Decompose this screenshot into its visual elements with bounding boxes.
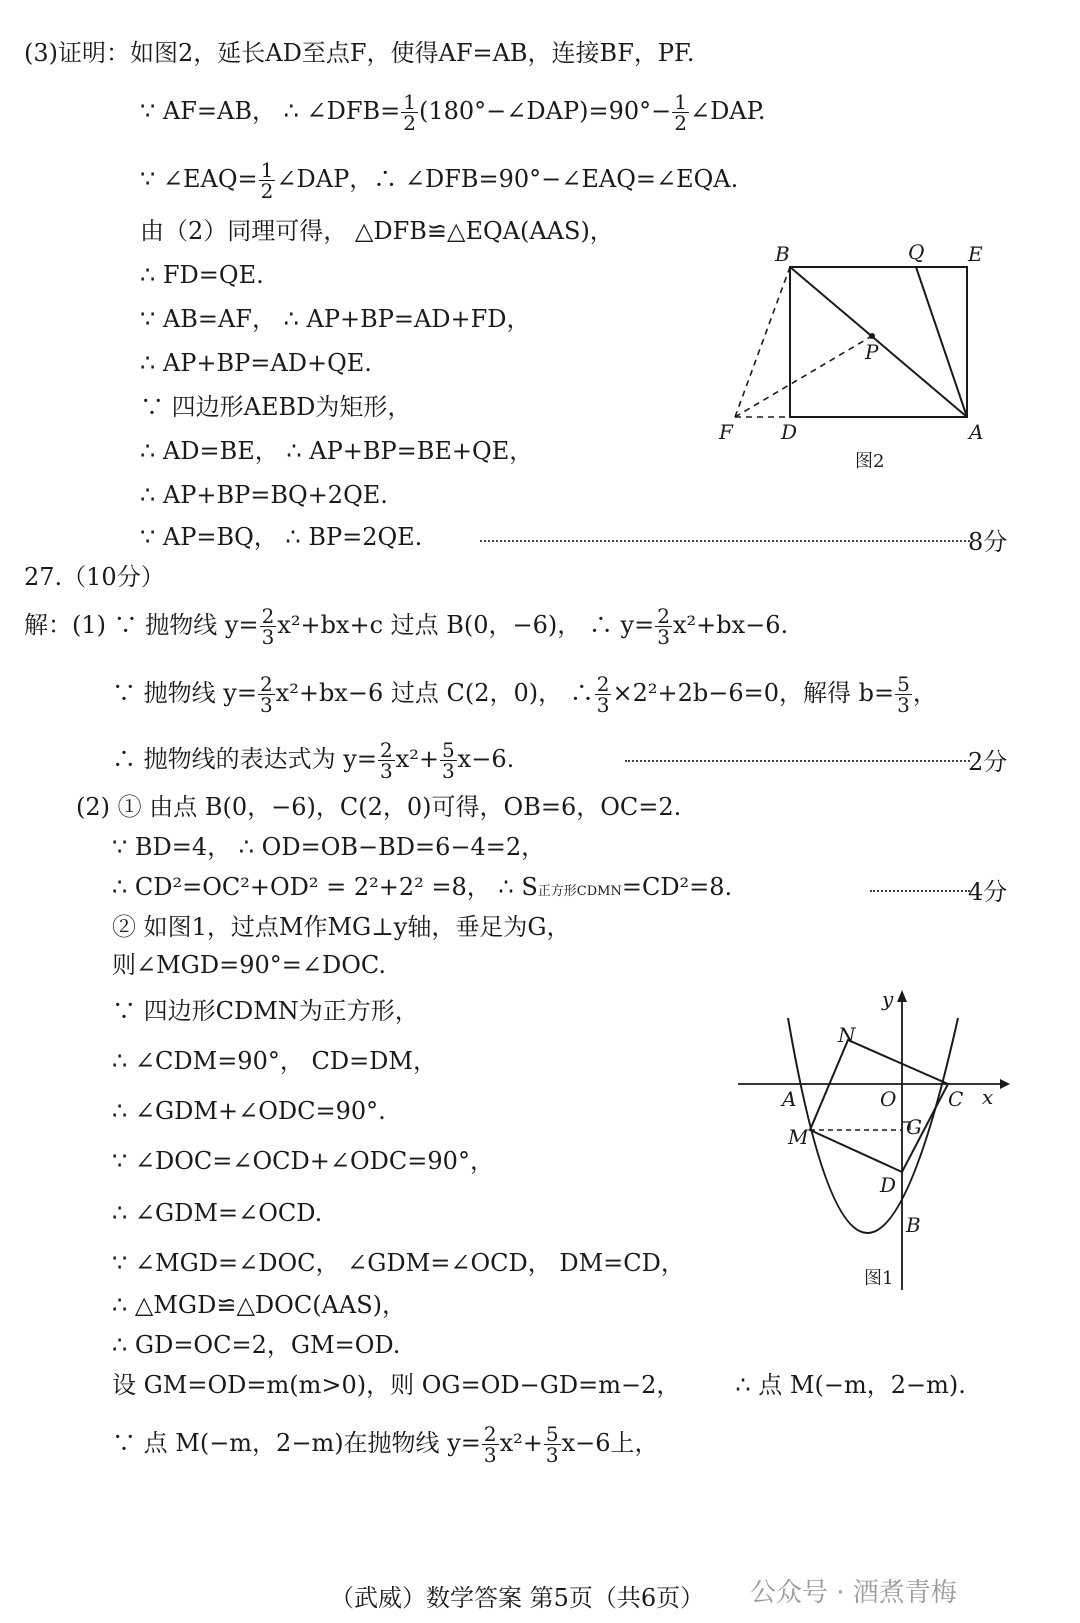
line-part2-14: 设 GM=OD=m(m>0)，则 OG=OD−GD=m−2， ∴ 点 M(−m，2−m). bbox=[112, 1371, 966, 1399]
line-fd-qe: ∴ FD=QE. bbox=[140, 261, 264, 289]
line-sol-2: ∵ 抛物线 y= $\frac{2}{3}$ x²+bx−6 过点 C(2，0)， ∴ $\frac{2}{3}$ ×2²+2b−6=0，解得 b= $\frac{5}{3}$ ， bbox=[112, 672, 937, 717]
line-part2-7: ∴ ∠CDM=90°， CD=DM， bbox=[112, 1047, 437, 1075]
fraction: $\frac{2}{3}$ bbox=[259, 672, 273, 717]
question-27-heading: 27.（10分） bbox=[24, 563, 165, 591]
label-Q: Q bbox=[908, 240, 925, 264]
line-part2-10: ∴ ∠GDM=∠OCD. bbox=[112, 1199, 323, 1227]
line-part2-5: 则∠MGD=90°=∠DOC. bbox=[112, 951, 387, 979]
line-proof-intro: (3)证明：如图2，延长AD至点F，使得AF=AB，连接BF，PF. bbox=[24, 39, 695, 67]
line-ap-bp-2: ∴ AP+BP=BQ+2QE. bbox=[140, 481, 388, 509]
label-B: B bbox=[906, 1213, 921, 1237]
score-leader-dots bbox=[480, 540, 970, 542]
line-part2-3: ∴ CD²=OC²+OD² = 2²+2² =8， ∴ S正方形CDMN=CD²=8. bbox=[112, 873, 733, 901]
line-angle-dfb: ∵ AF=AB， ∴ ∠DFB= $\frac{1}{2}$ (180°−∠DAP)=90°− $\frac{1}{2}$ ∠DAP. bbox=[140, 90, 766, 135]
fraction: $\frac{1}{2}$ bbox=[674, 90, 687, 135]
label-x: x bbox=[982, 1085, 994, 1109]
line-angle-eaq: ∵ ∠EAQ= $\frac{1}{2}$ ∠DAP，∴ ∠DFB=90°−∠EAQ=∠EQA. bbox=[140, 158, 739, 203]
line-part2-8: ∴ ∠GDM+∠ODC=90°. bbox=[112, 1097, 386, 1125]
figure-1 bbox=[730, 980, 1030, 1300]
line-sol-3: ∴ 抛物线的表达式为 y= $\frac{2}{3}$ x²+ $\frac{5}{3}$ x−6. bbox=[112, 738, 515, 783]
page-footer: （武威）数学答案 第5页（共6页） bbox=[330, 1584, 705, 1612]
score-2: 2分 bbox=[968, 748, 1008, 776]
fraction: $\frac{2}{3}$ bbox=[657, 604, 670, 649]
label-B: B bbox=[775, 242, 790, 266]
score-4: 4分 bbox=[968, 878, 1008, 906]
fraction: $\frac{5}{3}$ bbox=[545, 1422, 559, 1467]
line-part2-2: ∵ BD=4， ∴ OD=OB−BD=6−4=2， bbox=[112, 833, 546, 861]
line-bp-2qe: ∵ AP=BQ， ∴ BP=2QE. bbox=[140, 523, 423, 551]
score-leader-dots bbox=[870, 890, 970, 892]
figure-1-caption: 图1 bbox=[864, 1268, 894, 1289]
line-part2-1: (2) ① 由点 B(0，−6)，C(2，0)可得，OB=6，OC=2. bbox=[76, 793, 682, 821]
line-ad-be: ∴ AD=BE， ∴ AP+BP=BE+QE， bbox=[140, 437, 534, 465]
label-P: P bbox=[865, 340, 879, 364]
label-A: A bbox=[782, 1087, 797, 1111]
line-part2-11: ∵ ∠MGD=∠DOC， ∠GDM=∠OCD， DM=CD， bbox=[112, 1249, 685, 1277]
label-y: y bbox=[882, 987, 894, 1011]
line-part2-6: ∵ 四边形CDMN为正方形， bbox=[112, 997, 419, 1025]
label-M: M bbox=[788, 1125, 809, 1149]
score-leader-dots bbox=[625, 760, 970, 762]
label-F: F bbox=[719, 420, 733, 444]
watermark: 公众号 · 酒煮青梅 bbox=[750, 1578, 957, 1608]
score-8: 8分 bbox=[968, 528, 1008, 556]
line-part2-12: ∴ △MGD≌△DOC(AAS)， bbox=[112, 1291, 407, 1319]
line-ap-bp-1: ∴ AP+BP=AD+QE. bbox=[140, 349, 372, 377]
fraction: $\frac{5}{3}$ bbox=[441, 738, 455, 783]
line-rectangle: ∵ 四边形AEBD为矩形， bbox=[140, 393, 412, 421]
fraction: $\frac{5}{3}$ bbox=[897, 672, 910, 717]
label-G: G bbox=[906, 1115, 922, 1139]
fraction: $\frac{2}{3}$ bbox=[379, 738, 393, 783]
label-E: E bbox=[968, 242, 983, 266]
line-sol-1: 解：(1) ∵ 抛物线 y= $\frac{2}{3}$ x²+bx+c 过点 B(0，−6)， ∴ y= $\frac{2}{3}$ x²+bx−6. bbox=[24, 604, 789, 649]
label-D: D bbox=[880, 1173, 897, 1197]
line-part2-4: ② 如图1，过点M作MG⊥y轴，垂足为G， bbox=[112, 913, 571, 941]
line-part2-15: ∵ 点 M(−m，2−m)在抛物线 y= $\frac{2}{3}$ x²+ $\frac{5}{3}$ x−6上， bbox=[112, 1422, 659, 1467]
fraction: $\frac{1}{2}$ bbox=[403, 90, 416, 135]
line-ab-af: ∵ AB=AF， ∴ AP+BP=AD+FD， bbox=[140, 305, 531, 333]
label-D: D bbox=[781, 420, 798, 444]
line-part2-13: ∴ GD=OC=2，GM=OD. bbox=[112, 1331, 401, 1359]
figure-2-caption: 图2 bbox=[855, 451, 885, 472]
line-congruent-1: 由（2）同理可得， △DFB≌△EQA(AAS)， bbox=[140, 217, 614, 245]
fraction: $\frac{1}{2}$ bbox=[260, 158, 274, 203]
fraction: $\frac{2}{3}$ bbox=[261, 604, 275, 649]
figure-2 bbox=[705, 235, 1015, 480]
label-A: A bbox=[969, 420, 984, 444]
fraction: $\frac{2}{3}$ bbox=[483, 1422, 497, 1467]
line-part2-9: ∵ ∠DOC=∠OCD+∠ODC=90°， bbox=[112, 1147, 494, 1175]
label-O: O bbox=[880, 1087, 897, 1111]
label-N: N bbox=[838, 1023, 856, 1047]
label-C: C bbox=[948, 1087, 964, 1111]
fraction: $\frac{2}{3}$ bbox=[596, 672, 610, 717]
